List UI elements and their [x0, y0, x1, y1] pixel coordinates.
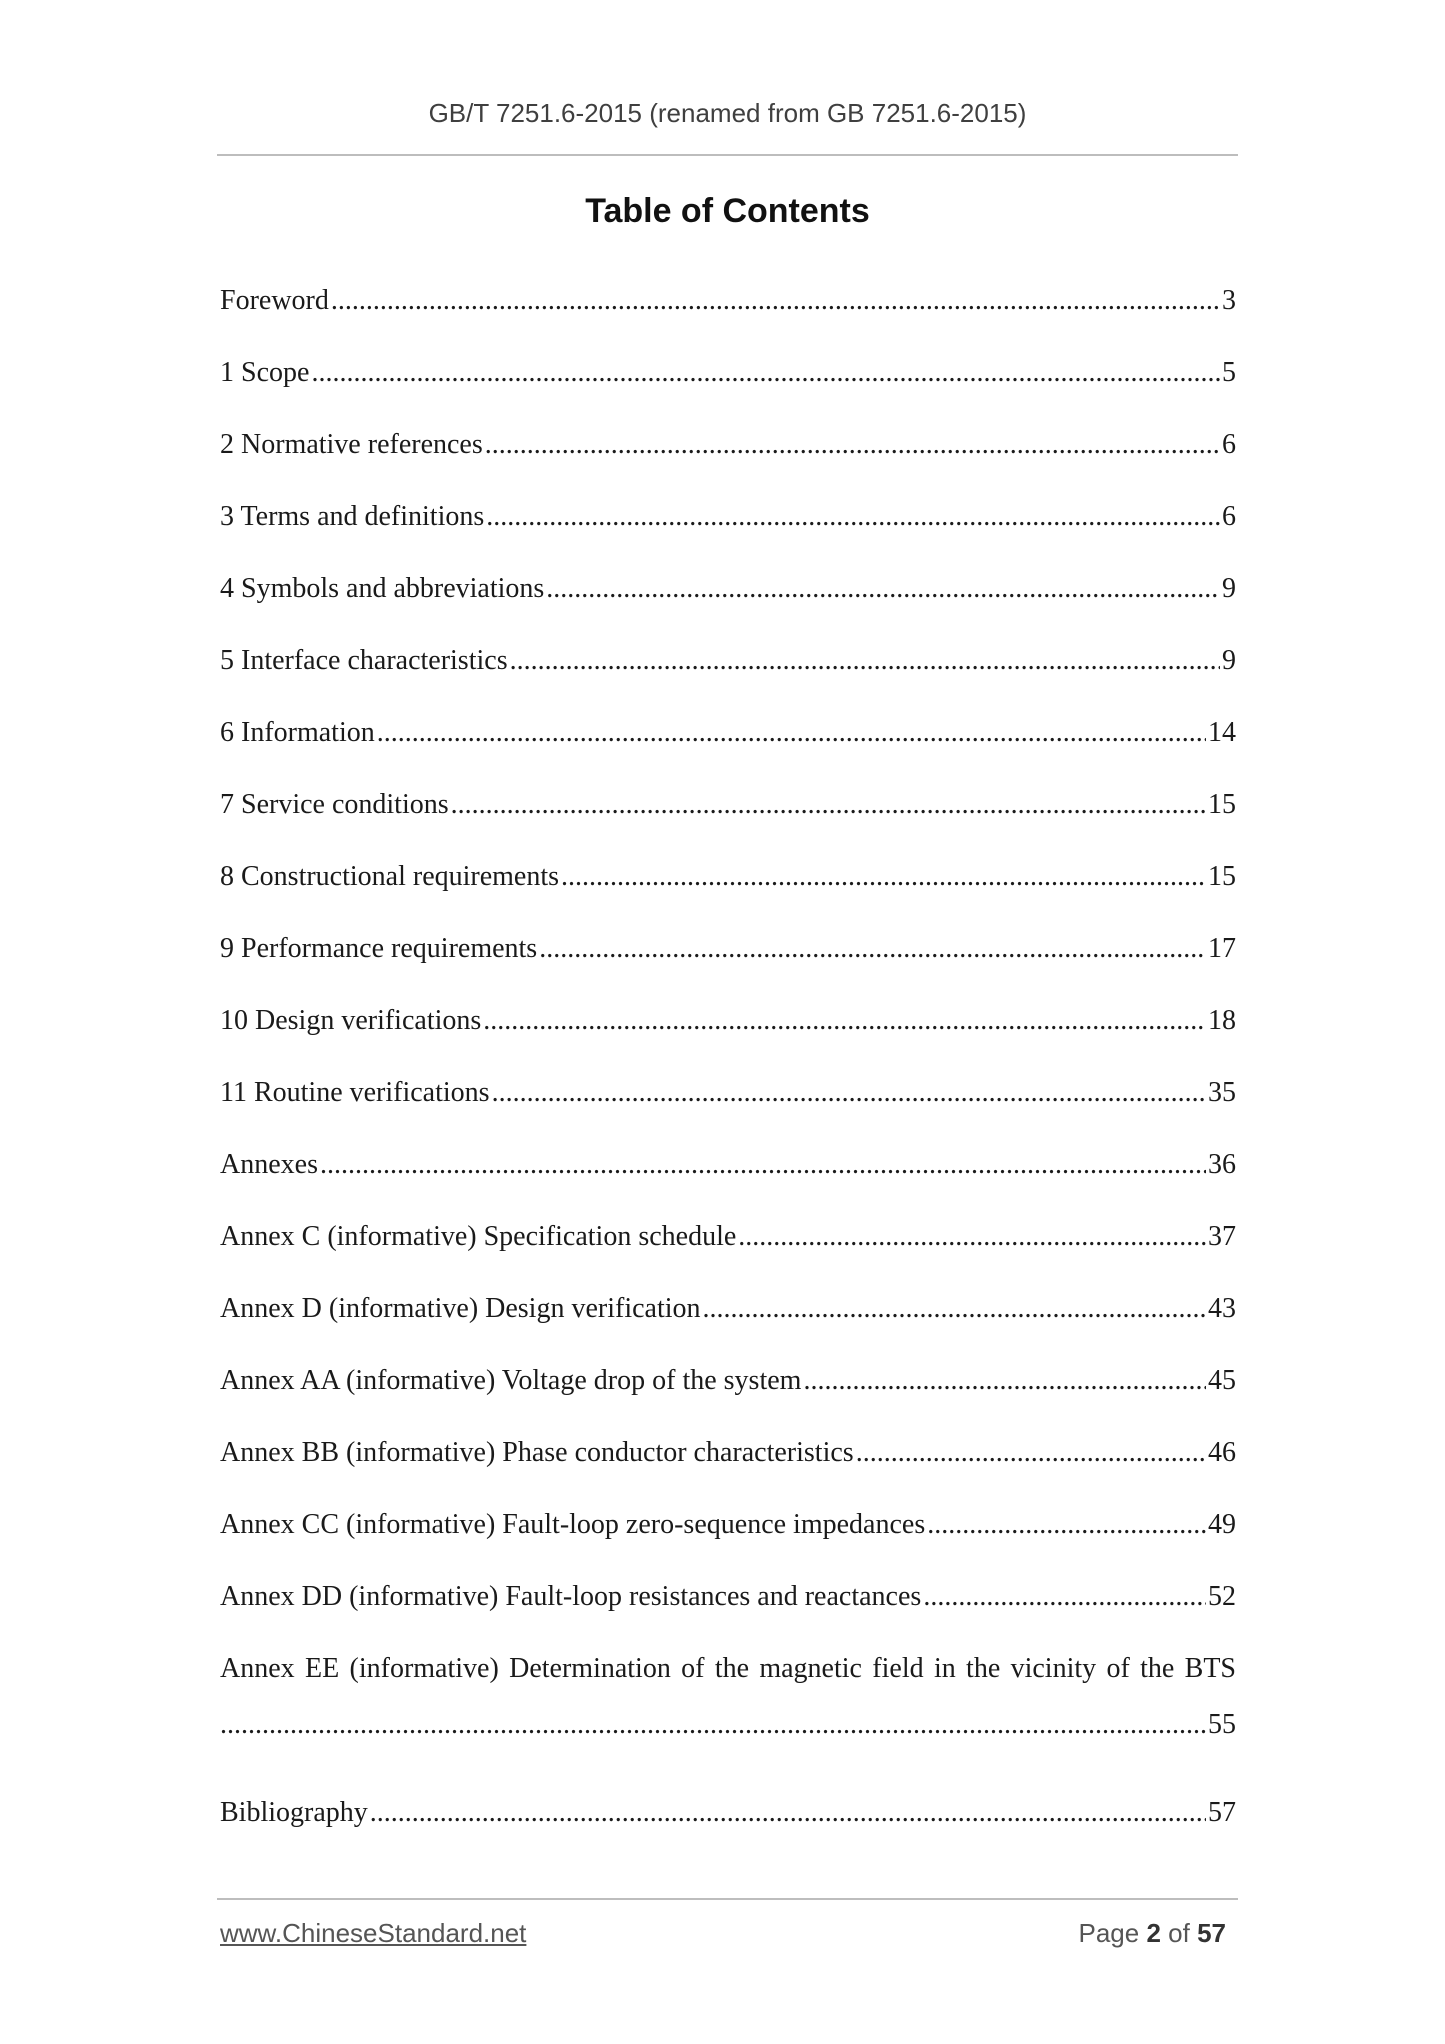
toc-entry-page: 18 [1208, 1005, 1236, 1036]
toc-entry-annex-bb[interactable] [220, 1417, 1236, 1489]
toc-entry-annexes[interactable] [220, 1129, 1236, 1201]
leader-dots [923, 1561, 1206, 1633]
toc-entry-label: 5 Interface characteristics [220, 645, 508, 676]
toc-entry-page: 6 [1222, 429, 1236, 460]
header-divider [217, 154, 1238, 156]
toc-entry-page: 35 [1208, 1077, 1236, 1108]
toc-entry-label: Annex D (informative) Design verification [220, 1293, 701, 1324]
toc-entry-label: Foreword [220, 285, 329, 316]
leader-dots [927, 1489, 1206, 1561]
toc-entry-page: 3 [1222, 285, 1236, 316]
table-of-contents [220, 265, 1236, 1849]
toc-entry-page: 43 [1208, 1293, 1236, 1324]
leader-dots [486, 481, 1220, 553]
toc-entry-page: 17 [1208, 933, 1236, 964]
leader-dots [492, 1057, 1206, 1129]
toc-entry-label: 8 Constructional requirements [220, 861, 560, 892]
toc-entry-annex-ee[interactable] [220, 1633, 1236, 1777]
toc-entry-annex-aa[interactable] [220, 1345, 1236, 1417]
website-link[interactable]: www.ChineseStandard.net [220, 1918, 527, 1948]
toc-entry-annex-dd[interactable] [220, 1561, 1236, 1633]
toc-entry-label: 11 Routine verifications [220, 1077, 490, 1108]
leader-dots [451, 769, 1206, 841]
toc-entry-label: 3 Terms and definitions [220, 501, 485, 532]
toc-entry-service-conditions[interactable] [220, 769, 1236, 841]
toc-entry-page: 9 [1222, 645, 1236, 676]
leader-dots [370, 1777, 1206, 1849]
leader-dots [311, 337, 1220, 409]
toc-entry-interface-characteristics[interactable] [220, 625, 1236, 697]
toc-entry-constructional-requirements[interactable] [220, 841, 1236, 913]
toc-entry-label: 10 Design verifications [220, 1005, 482, 1036]
toc-entry-label: 7 Service conditions [220, 789, 449, 820]
toc-entry-continuation [220, 1705, 1236, 1777]
page-word: Page [1078, 1918, 1140, 1948]
toc-entry-page: 37 [1208, 1221, 1236, 1252]
toc-entry-label: 1 Scope [220, 357, 310, 388]
document-header: GB/T 7251.6-2015 (renamed from GB 7251.6-2015) [428, 98, 1027, 128]
toc-entry-page: 15 [1208, 789, 1236, 820]
current-page-number: 2 [1146, 1918, 1161, 1948]
leader-dots [803, 1345, 1206, 1417]
toc-entry-page: 45 [1208, 1365, 1236, 1396]
leader-dots [320, 1129, 1206, 1201]
toc-entry-annex-d[interactable] [220, 1273, 1236, 1345]
toc-entry-page: 49 [1208, 1509, 1236, 1540]
toc-entry-page: 6 [1222, 501, 1236, 532]
leader-dots [485, 409, 1220, 481]
leader-dots [539, 913, 1206, 985]
leader-dots [331, 265, 1220, 337]
toc-entry-label: 9 Performance requirements [220, 933, 538, 964]
toc-entry-normative-references[interactable] [220, 409, 1236, 481]
leader-dots [220, 1705, 1206, 1745]
leader-dots [510, 625, 1220, 697]
toc-entry-label: Annexes [220, 1149, 318, 1180]
toc-entry-label: Annex BB (informative) Phase conductor characteristics [220, 1437, 854, 1468]
leader-dots [483, 985, 1206, 1057]
toc-entry-label: Bibliography [220, 1797, 368, 1828]
toc-entry-design-verifications[interactable] [220, 985, 1236, 1057]
toc-entry-page: 5 [1222, 357, 1236, 388]
toc-entry-page: 55 [1208, 1709, 1236, 1740]
toc-entry-page: 52 [1208, 1581, 1236, 1612]
toc-entry-label: Annex CC (informative) Fault-loop zero-sequence impedances [220, 1509, 926, 1540]
toc-entry-scope[interactable] [220, 337, 1236, 409]
of-word: of [1168, 1918, 1190, 1948]
footer-divider [217, 1898, 1238, 1900]
toc-entry-page: 36 [1208, 1149, 1236, 1180]
leader-dots [856, 1417, 1206, 1489]
toc-entry-page: 14 [1208, 717, 1236, 748]
toc-entry-label: Annex EE (informative) Determination of the magnetic field in the vicinity of the BTS [220, 1653, 1236, 1684]
toc-entry-bibliography[interactable] [220, 1777, 1236, 1849]
leader-dots [546, 553, 1220, 625]
leader-dots [561, 841, 1206, 913]
toc-entry-routine-verifications[interactable] [220, 1057, 1236, 1129]
toc-entry-foreword[interactable] [220, 265, 1236, 337]
total-pages-number: 57 [1197, 1918, 1226, 1948]
toc-entry-page: 57 [1208, 1797, 1236, 1828]
toc-entry-annex-cc[interactable] [220, 1489, 1236, 1561]
toc-entry-label: Annex AA (informative) Voltage drop of the system [220, 1365, 802, 1396]
toc-entry-label: 6 Information [220, 717, 375, 748]
leader-dots [738, 1201, 1206, 1273]
leader-dots [703, 1273, 1206, 1345]
toc-entry-page: 46 [1208, 1437, 1236, 1468]
toc-entry-information[interactable] [220, 697, 1236, 769]
toc-entry-label: Annex C (informative) Specification schedule [220, 1221, 737, 1252]
toc-entry-label: 2 Normative references [220, 429, 483, 460]
toc-entry-annex-c[interactable] [220, 1201, 1236, 1273]
toc-entry-symbols-abbreviations[interactable] [220, 553, 1236, 625]
toc-entry-page: 9 [1222, 573, 1236, 604]
toc-entry-performance-requirements[interactable] [220, 913, 1236, 985]
page-title: Table of Contents [585, 192, 870, 230]
leader-dots [377, 697, 1206, 769]
toc-entry-page: 15 [1208, 861, 1236, 892]
toc-entry-label: Annex DD (informative) Fault-loop resistances and reactances [220, 1581, 922, 1612]
toc-entry-label: 4 Symbols and abbreviations [220, 573, 545, 604]
page-indicator [1078, 1918, 1226, 1949]
toc-entry-terms-definitions[interactable] [220, 481, 1236, 553]
